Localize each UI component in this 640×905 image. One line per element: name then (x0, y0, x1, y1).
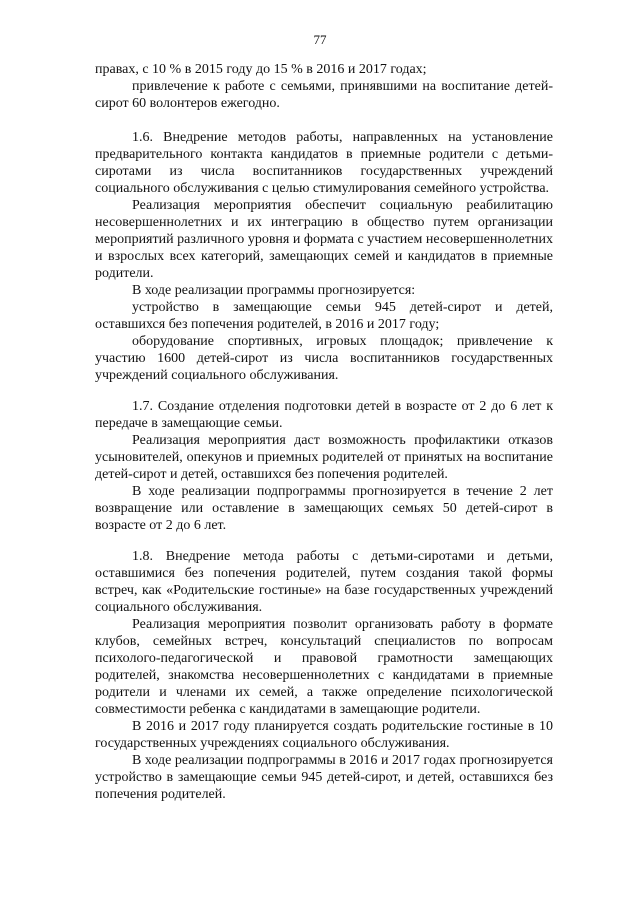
paragraph: привлечение к работе с семьями, принявшими на воспитание детей-сирот 60 волонтеров ежегодно. (95, 79, 553, 111)
section-gap (95, 534, 553, 548)
paragraph: В ходе реализации подпрограммы в 2016 и 2017 годах прогнозируется устройство в замещающие семьи 945 детей-сирот, и детей, оставшихся без попечения родителей. (95, 753, 553, 802)
paragraph: оборудование спортивных, игровых площадок; привлечение к участию 1600 детей-сирот из числа воспитанников государственных учреждений социального обслуживания. (95, 334, 553, 383)
section-heading-1-6: 1.6. Внедрение методов работы, направленных на установление предварительного контакта кандидатов в приемные родители с детьми-сиротами из числа воспитанников государственных учреждений социального обслуживания с целью стимулирования семейного устройства. (95, 130, 553, 196)
paragraph: Реализация мероприятия обеспечит социальную реабилитацию несовершеннолетних и их интеграцию в общество путем организации мероприятий различного уровня и формата с участием несовершеннолетних и взрослых всех категорий, замещающих семей и кандидатов в приемные родители. (95, 198, 553, 281)
section-gap (95, 112, 553, 129)
paragraph: устройство в замещающие семьи 945 детей-сирот и детей, оставшихся без попечения родителей, в 2016 и 2017 году; (95, 300, 553, 332)
paragraph-continuation: правах, с 10 % в 2015 году до 15 % в 2016 и 2017 годах; (95, 62, 427, 77)
paragraph: В ходе реализации программы прогнозируется: (132, 283, 416, 298)
document-body (95, 61, 553, 803)
section-heading-1-7: 1.7. Создание отделения подготовки детей в возрасте от 2 до 6 лет к передаче в замещающие семьи. (95, 399, 553, 431)
paragraph: Реализация мероприятия позволит организовать работу в формате клубов, семейных встреч, консультаций специалистов по вопросам психолого-педагогической и правовой грамотности замещающих родителей, знакомства несовершеннолетних с кандидатами в приемные родители и членами их семей, а также определение психологической совместимости ребенка с кандидатами в замещающие родители. (95, 617, 553, 717)
paragraph: В 2016 и 2017 году планируется создать родительские гостиные в 10 государственных учреждениях социального обслуживания. (95, 719, 553, 751)
paragraph: Реализация мероприятия даст возможность профилактики отказов усыновителей, опекунов и приемных родителей от принятых на воспитание детей-сирот и детей, оставшихся без попечения родителей. (95, 433, 553, 482)
section-gap (95, 384, 553, 398)
paragraph: В ходе реализации подпрограммы прогнозируется в течение 2 лет возвращение или оставление в замещающих семьях 50 детей-сирот в возрасте от 2 до 6 лет. (95, 484, 553, 533)
page-number: 77 (313, 32, 327, 47)
section-heading-1-8: 1.8. Внедрение метода работы с детьми-сиротами и детьми, оставшимися без попечения родителей, путем создания такой формы встреч, как «Родительские гостиные» на базе государственных учреждений социального обслуживания. (95, 549, 553, 615)
